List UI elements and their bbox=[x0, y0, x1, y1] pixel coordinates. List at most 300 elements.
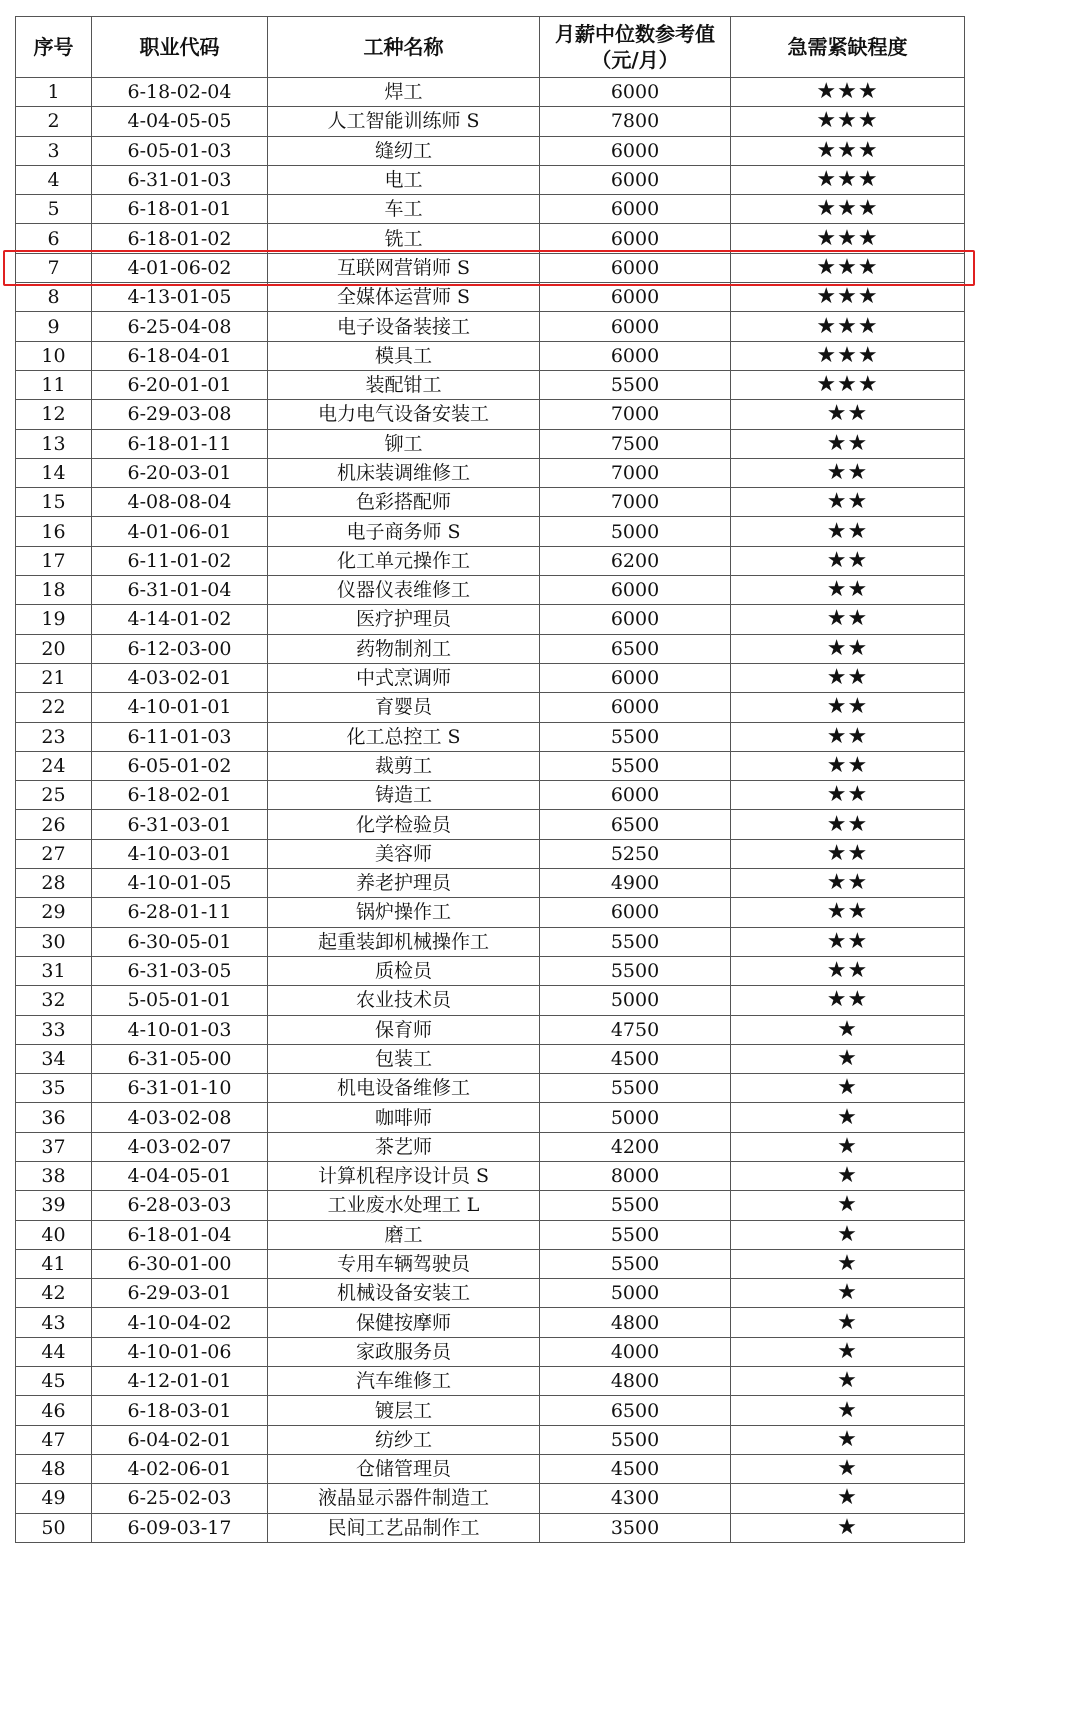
cell-urgency-stars: ★ bbox=[731, 1132, 965, 1161]
table-row bbox=[16, 722, 965, 751]
cell-salary: 6000 bbox=[540, 781, 731, 810]
cell-job-name: 裁剪工 bbox=[268, 751, 540, 780]
table-row bbox=[16, 107, 965, 136]
cell-salary: 7500 bbox=[540, 429, 731, 458]
cell-job-name: 中式烹调师 bbox=[268, 663, 540, 692]
cell-salary: 6000 bbox=[540, 195, 731, 224]
cell-no: 41 bbox=[16, 1249, 92, 1278]
cell-no: 48 bbox=[16, 1454, 92, 1483]
cell-salary: 5500 bbox=[540, 1074, 731, 1103]
cell-salary: 6000 bbox=[540, 663, 731, 692]
cell-salary: 5000 bbox=[540, 1103, 731, 1132]
cell-code: 6-20-03-01 bbox=[92, 458, 268, 487]
cell-job-name: 镀层工 bbox=[268, 1396, 540, 1425]
cell-job-name: 化学检验员 bbox=[268, 810, 540, 839]
cell-urgency-stars: ★★★ bbox=[731, 78, 965, 107]
cell-no: 12 bbox=[16, 400, 92, 429]
cell-salary: 4800 bbox=[540, 1367, 731, 1396]
cell-salary: 6000 bbox=[540, 136, 731, 165]
cell-urgency-stars: ★ bbox=[731, 1015, 965, 1044]
table-row bbox=[16, 927, 965, 956]
cell-no: 29 bbox=[16, 898, 92, 927]
table-row bbox=[16, 1279, 965, 1308]
cell-salary: 6000 bbox=[540, 693, 731, 722]
cell-salary: 5500 bbox=[540, 1191, 731, 1220]
cell-no: 30 bbox=[16, 927, 92, 956]
cell-salary: 7800 bbox=[540, 107, 731, 136]
cell-urgency-stars: ★★★ bbox=[731, 195, 965, 224]
cell-code: 4-03-02-08 bbox=[92, 1103, 268, 1132]
table-row bbox=[16, 1161, 965, 1190]
cell-salary: 6000 bbox=[540, 78, 731, 107]
table-row bbox=[16, 1074, 965, 1103]
cell-urgency-stars: ★★★ bbox=[731, 341, 965, 370]
cell-job-name: 仓储管理员 bbox=[268, 1454, 540, 1483]
table-row bbox=[16, 283, 965, 312]
cell-no: 17 bbox=[16, 546, 92, 575]
table-row bbox=[16, 839, 965, 868]
cell-salary: 6000 bbox=[540, 224, 731, 253]
cell-job-name: 包装工 bbox=[268, 1044, 540, 1073]
table-row bbox=[16, 165, 965, 194]
table-row bbox=[16, 1132, 965, 1161]
cell-urgency-stars: ★ bbox=[731, 1191, 965, 1220]
cell-code: 4-03-02-01 bbox=[92, 663, 268, 692]
cell-code: 6-31-01-03 bbox=[92, 165, 268, 194]
cell-job-name: 铸造工 bbox=[268, 781, 540, 810]
cell-urgency-stars: ★ bbox=[731, 1161, 965, 1190]
cell-salary: 6200 bbox=[540, 546, 731, 575]
cell-job-name: 人工智能训练师 S bbox=[268, 107, 540, 136]
header-salary-label: 月薪中位数参考值（元/月） bbox=[555, 22, 715, 72]
cell-job-name: 化工总控工 S bbox=[268, 722, 540, 751]
cell-urgency-stars: ★★★ bbox=[731, 224, 965, 253]
table-row bbox=[16, 341, 965, 370]
cell-salary: 6000 bbox=[540, 253, 731, 282]
table-row bbox=[16, 224, 965, 253]
cell-job-name: 模具工 bbox=[268, 341, 540, 370]
table-row bbox=[16, 986, 965, 1015]
cell-no: 28 bbox=[16, 869, 92, 898]
cell-no: 27 bbox=[16, 839, 92, 868]
cell-no: 14 bbox=[16, 458, 92, 487]
cell-job-name: 养老护理员 bbox=[268, 869, 540, 898]
cell-job-name: 磨工 bbox=[268, 1220, 540, 1249]
cell-job-name: 工业废水处理工 L bbox=[268, 1191, 540, 1220]
cell-code: 6-28-01-11 bbox=[92, 898, 268, 927]
cell-salary: 4900 bbox=[540, 869, 731, 898]
cell-salary: 6000 bbox=[540, 341, 731, 370]
cell-urgency-stars: ★★ bbox=[731, 810, 965, 839]
cell-job-name: 民间工艺品制作工 bbox=[268, 1513, 540, 1542]
cell-code: 4-10-04-02 bbox=[92, 1308, 268, 1337]
cell-code: 4-04-05-05 bbox=[92, 107, 268, 136]
cell-code: 6-05-01-03 bbox=[92, 136, 268, 165]
cell-code: 4-08-08-04 bbox=[92, 488, 268, 517]
cell-no: 11 bbox=[16, 370, 92, 399]
table-row bbox=[16, 1191, 965, 1220]
cell-urgency-stars: ★★ bbox=[731, 400, 965, 429]
cell-no: 46 bbox=[16, 1396, 92, 1425]
cell-code: 6-18-01-11 bbox=[92, 429, 268, 458]
cell-no: 35 bbox=[16, 1074, 92, 1103]
cell-code: 6-12-03-00 bbox=[92, 634, 268, 663]
cell-code: 4-10-03-01 bbox=[92, 839, 268, 868]
cell-no: 21 bbox=[16, 663, 92, 692]
cell-salary: 5500 bbox=[540, 370, 731, 399]
cell-job-name: 互联网营销师 S bbox=[268, 253, 540, 282]
table-row bbox=[16, 693, 965, 722]
cell-job-name: 化工单元操作工 bbox=[268, 546, 540, 575]
cell-code: 4-10-01-01 bbox=[92, 693, 268, 722]
cell-urgency-stars: ★ bbox=[731, 1425, 965, 1454]
cell-urgency-stars: ★ bbox=[731, 1044, 965, 1073]
table-row bbox=[16, 1367, 965, 1396]
cell-code: 6-18-01-04 bbox=[92, 1220, 268, 1249]
job-shortage-table bbox=[15, 16, 965, 1543]
cell-job-name: 计算机程序设计员 S bbox=[268, 1161, 540, 1190]
table-row bbox=[16, 1484, 965, 1513]
cell-job-name: 医疗护理员 bbox=[268, 605, 540, 634]
cell-job-name: 汽车维修工 bbox=[268, 1367, 540, 1396]
cell-job-name: 液晶显示器件制造工 bbox=[268, 1484, 540, 1513]
cell-salary: 6500 bbox=[540, 1396, 731, 1425]
table-row bbox=[16, 1220, 965, 1249]
table-body bbox=[16, 78, 965, 1543]
cell-no: 26 bbox=[16, 810, 92, 839]
cell-no: 37 bbox=[16, 1132, 92, 1161]
cell-no: 32 bbox=[16, 986, 92, 1015]
cell-salary: 6000 bbox=[540, 898, 731, 927]
cell-no: 13 bbox=[16, 429, 92, 458]
cell-urgency-stars: ★★ bbox=[731, 458, 965, 487]
cell-no: 16 bbox=[16, 517, 92, 546]
cell-no: 38 bbox=[16, 1161, 92, 1190]
cell-code: 6-25-02-03 bbox=[92, 1484, 268, 1513]
cell-code: 5-05-01-01 bbox=[92, 986, 268, 1015]
cell-job-name: 育婴员 bbox=[268, 693, 540, 722]
cell-code: 6-18-03-01 bbox=[92, 1396, 268, 1425]
cell-job-name: 美容师 bbox=[268, 839, 540, 868]
cell-salary: 5500 bbox=[540, 722, 731, 751]
cell-code: 6-18-01-02 bbox=[92, 224, 268, 253]
cell-salary: 4500 bbox=[540, 1044, 731, 1073]
cell-no: 25 bbox=[16, 781, 92, 810]
table-row bbox=[16, 429, 965, 458]
cell-job-name: 全媒体运营师 S bbox=[268, 283, 540, 312]
cell-no: 39 bbox=[16, 1191, 92, 1220]
header-urgency: 急需紧缺程度 bbox=[731, 17, 965, 78]
cell-no: 44 bbox=[16, 1337, 92, 1366]
cell-job-name: 铆工 bbox=[268, 429, 540, 458]
table-row bbox=[16, 576, 965, 605]
cell-urgency-stars: ★★ bbox=[731, 986, 965, 1015]
cell-job-name: 电子设备装接工 bbox=[268, 312, 540, 341]
cell-urgency-stars: ★ bbox=[731, 1074, 965, 1103]
cell-job-name: 缝纫工 bbox=[268, 136, 540, 165]
cell-no: 40 bbox=[16, 1220, 92, 1249]
cell-code: 6-18-04-01 bbox=[92, 341, 268, 370]
cell-urgency-stars: ★★★ bbox=[731, 136, 965, 165]
cell-urgency-stars: ★ bbox=[731, 1220, 965, 1249]
cell-salary: 4300 bbox=[540, 1484, 731, 1513]
table-row bbox=[16, 898, 965, 927]
cell-code: 6-30-05-01 bbox=[92, 927, 268, 956]
cell-job-name: 起重装卸机械操作工 bbox=[268, 927, 540, 956]
cell-code: 6-09-03-17 bbox=[92, 1513, 268, 1542]
cell-code: 4-02-06-01 bbox=[92, 1454, 268, 1483]
cell-no: 19 bbox=[16, 605, 92, 634]
cell-no: 20 bbox=[16, 634, 92, 663]
cell-salary: 5000 bbox=[540, 1279, 731, 1308]
cell-salary: 7000 bbox=[540, 458, 731, 487]
cell-code: 6-31-01-10 bbox=[92, 1074, 268, 1103]
header-name: 工种名称 bbox=[268, 17, 540, 78]
table-row bbox=[16, 1513, 965, 1542]
cell-urgency-stars: ★★ bbox=[731, 869, 965, 898]
cell-code: 4-01-06-02 bbox=[92, 253, 268, 282]
cell-no: 23 bbox=[16, 722, 92, 751]
cell-no: 7 bbox=[16, 253, 92, 282]
cell-salary: 4000 bbox=[540, 1337, 731, 1366]
cell-salary: 8000 bbox=[540, 1161, 731, 1190]
cell-code: 6-29-03-08 bbox=[92, 400, 268, 429]
cell-urgency-stars: ★★ bbox=[731, 429, 965, 458]
cell-code: 6-11-01-02 bbox=[92, 546, 268, 575]
cell-urgency-stars: ★★ bbox=[731, 576, 965, 605]
cell-salary: 6500 bbox=[540, 810, 731, 839]
cell-no: 24 bbox=[16, 751, 92, 780]
table-row bbox=[16, 781, 965, 810]
table-row bbox=[16, 136, 965, 165]
document-page bbox=[15, 16, 965, 1543]
cell-no: 10 bbox=[16, 341, 92, 370]
cell-salary: 4750 bbox=[540, 1015, 731, 1044]
cell-job-name: 质检员 bbox=[268, 956, 540, 985]
cell-job-name: 铣工 bbox=[268, 224, 540, 253]
cell-urgency-stars: ★ bbox=[731, 1279, 965, 1308]
cell-no: 4 bbox=[16, 165, 92, 194]
cell-salary: 5250 bbox=[540, 839, 731, 868]
cell-no: 9 bbox=[16, 312, 92, 341]
cell-no: 6 bbox=[16, 224, 92, 253]
cell-job-name: 保育师 bbox=[268, 1015, 540, 1044]
cell-code: 4-10-01-06 bbox=[92, 1337, 268, 1366]
cell-code: 6-31-05-00 bbox=[92, 1044, 268, 1073]
header-salary bbox=[540, 17, 731, 78]
cell-salary: 6000 bbox=[540, 605, 731, 634]
table-row bbox=[16, 458, 965, 487]
cell-urgency-stars: ★★ bbox=[731, 722, 965, 751]
table-row bbox=[16, 370, 965, 399]
cell-job-name: 装配钳工 bbox=[268, 370, 540, 399]
cell-code: 4-10-01-05 bbox=[92, 869, 268, 898]
table-row bbox=[16, 78, 965, 107]
table-row bbox=[16, 1337, 965, 1366]
cell-urgency-stars: ★ bbox=[731, 1337, 965, 1366]
cell-urgency-stars: ★★ bbox=[731, 546, 965, 575]
cell-urgency-stars: ★ bbox=[731, 1103, 965, 1132]
cell-urgency-stars: ★★ bbox=[731, 488, 965, 517]
cell-code: 4-04-05-01 bbox=[92, 1161, 268, 1190]
cell-no: 1 bbox=[16, 78, 92, 107]
cell-code: 4-14-01-02 bbox=[92, 605, 268, 634]
cell-salary: 5500 bbox=[540, 751, 731, 780]
cell-no: 34 bbox=[16, 1044, 92, 1073]
cell-urgency-stars: ★ bbox=[731, 1454, 965, 1483]
cell-code: 6-04-02-01 bbox=[92, 1425, 268, 1454]
cell-job-name: 茶艺师 bbox=[268, 1132, 540, 1161]
table-row bbox=[16, 400, 965, 429]
cell-no: 36 bbox=[16, 1103, 92, 1132]
cell-salary: 4500 bbox=[540, 1454, 731, 1483]
table-row bbox=[16, 1015, 965, 1044]
table-row bbox=[16, 956, 965, 985]
cell-salary: 6000 bbox=[540, 576, 731, 605]
header-code: 职业代码 bbox=[92, 17, 268, 78]
cell-code: 6-11-01-03 bbox=[92, 722, 268, 751]
cell-code: 6-20-01-01 bbox=[92, 370, 268, 399]
cell-salary: 3500 bbox=[540, 1513, 731, 1542]
table-row bbox=[16, 517, 965, 546]
cell-urgency-stars: ★★★ bbox=[731, 165, 965, 194]
cell-job-name: 仪器仪表维修工 bbox=[268, 576, 540, 605]
cell-code: 6-25-04-08 bbox=[92, 312, 268, 341]
cell-no: 2 bbox=[16, 107, 92, 136]
cell-job-name: 机械设备安装工 bbox=[268, 1279, 540, 1308]
cell-no: 50 bbox=[16, 1513, 92, 1542]
cell-urgency-stars: ★★ bbox=[731, 517, 965, 546]
cell-job-name: 电力电气设备安装工 bbox=[268, 400, 540, 429]
cell-urgency-stars: ★ bbox=[731, 1308, 965, 1337]
cell-no: 5 bbox=[16, 195, 92, 224]
cell-code: 6-05-01-02 bbox=[92, 751, 268, 780]
cell-job-name: 车工 bbox=[268, 195, 540, 224]
cell-urgency-stars: ★★★ bbox=[731, 107, 965, 136]
table-row bbox=[16, 253, 965, 282]
cell-urgency-stars: ★ bbox=[731, 1367, 965, 1396]
cell-salary: 6000 bbox=[540, 283, 731, 312]
cell-salary: 5500 bbox=[540, 1220, 731, 1249]
table-header-row bbox=[16, 17, 965, 78]
cell-code: 6-18-01-01 bbox=[92, 195, 268, 224]
cell-urgency-stars: ★★ bbox=[731, 927, 965, 956]
cell-salary: 4800 bbox=[540, 1308, 731, 1337]
cell-code: 6-28-03-03 bbox=[92, 1191, 268, 1220]
cell-salary: 5000 bbox=[540, 517, 731, 546]
cell-urgency-stars: ★★ bbox=[731, 634, 965, 663]
cell-urgency-stars: ★ bbox=[731, 1396, 965, 1425]
cell-job-name: 专用车辆驾驶员 bbox=[268, 1249, 540, 1278]
cell-urgency-stars: ★★ bbox=[731, 781, 965, 810]
cell-no: 45 bbox=[16, 1367, 92, 1396]
cell-job-name: 机床装调维修工 bbox=[268, 458, 540, 487]
cell-job-name: 农业技术员 bbox=[268, 986, 540, 1015]
cell-job-name: 咖啡师 bbox=[268, 1103, 540, 1132]
table-row bbox=[16, 1396, 965, 1425]
cell-code: 4-12-01-01 bbox=[92, 1367, 268, 1396]
cell-no: 8 bbox=[16, 283, 92, 312]
cell-no: 47 bbox=[16, 1425, 92, 1454]
table-row bbox=[16, 810, 965, 839]
table-row bbox=[16, 195, 965, 224]
table-row bbox=[16, 312, 965, 341]
cell-no: 49 bbox=[16, 1484, 92, 1513]
cell-salary: 6000 bbox=[540, 312, 731, 341]
cell-urgency-stars: ★★ bbox=[731, 751, 965, 780]
cell-salary: 5500 bbox=[540, 1425, 731, 1454]
cell-job-name: 家政服务员 bbox=[268, 1337, 540, 1366]
cell-salary: 7000 bbox=[540, 400, 731, 429]
table-row bbox=[16, 1103, 965, 1132]
table-row bbox=[16, 634, 965, 663]
cell-urgency-stars: ★★★ bbox=[731, 253, 965, 282]
cell-urgency-stars: ★ bbox=[731, 1249, 965, 1278]
cell-code: 6-31-03-01 bbox=[92, 810, 268, 839]
cell-salary: 4200 bbox=[540, 1132, 731, 1161]
cell-no: 15 bbox=[16, 488, 92, 517]
cell-urgency-stars: ★★ bbox=[731, 693, 965, 722]
cell-code: 4-03-02-07 bbox=[92, 1132, 268, 1161]
cell-job-name: 色彩搭配师 bbox=[268, 488, 540, 517]
cell-urgency-stars: ★★ bbox=[731, 839, 965, 868]
cell-code: 6-30-01-00 bbox=[92, 1249, 268, 1278]
cell-code: 6-31-01-04 bbox=[92, 576, 268, 605]
cell-code: 6-18-02-04 bbox=[92, 78, 268, 107]
cell-job-name: 保健按摩师 bbox=[268, 1308, 540, 1337]
cell-job-name: 纺纱工 bbox=[268, 1425, 540, 1454]
cell-urgency-stars: ★★ bbox=[731, 663, 965, 692]
cell-code: 4-01-06-01 bbox=[92, 517, 268, 546]
cell-urgency-stars: ★★★ bbox=[731, 283, 965, 312]
cell-salary: 7000 bbox=[540, 488, 731, 517]
table-row bbox=[16, 605, 965, 634]
table-row bbox=[16, 1044, 965, 1073]
cell-code: 6-29-03-01 bbox=[92, 1279, 268, 1308]
cell-job-name: 电子商务师 S bbox=[268, 517, 540, 546]
table-row bbox=[16, 1454, 965, 1483]
cell-no: 3 bbox=[16, 136, 92, 165]
cell-job-name: 锅炉操作工 bbox=[268, 898, 540, 927]
cell-urgency-stars: ★ bbox=[731, 1484, 965, 1513]
cell-salary: 5500 bbox=[540, 927, 731, 956]
table-row bbox=[16, 751, 965, 780]
cell-job-name: 电工 bbox=[268, 165, 540, 194]
cell-code: 6-31-03-05 bbox=[92, 956, 268, 985]
table-row bbox=[16, 488, 965, 517]
cell-no: 22 bbox=[16, 693, 92, 722]
cell-salary: 5500 bbox=[540, 1249, 731, 1278]
cell-job-name: 焊工 bbox=[268, 78, 540, 107]
cell-no: 31 bbox=[16, 956, 92, 985]
cell-salary: 5500 bbox=[540, 956, 731, 985]
table-row bbox=[16, 869, 965, 898]
table-row bbox=[16, 1249, 965, 1278]
cell-no: 43 bbox=[16, 1308, 92, 1337]
cell-urgency-stars: ★ bbox=[731, 1513, 965, 1542]
cell-urgency-stars: ★★ bbox=[731, 605, 965, 634]
cell-job-name: 机电设备维修工 bbox=[268, 1074, 540, 1103]
cell-no: 33 bbox=[16, 1015, 92, 1044]
cell-no: 42 bbox=[16, 1279, 92, 1308]
cell-urgency-stars: ★★★ bbox=[731, 370, 965, 399]
cell-urgency-stars: ★★ bbox=[731, 956, 965, 985]
table-row bbox=[16, 546, 965, 575]
cell-code: 4-13-01-05 bbox=[92, 283, 268, 312]
table-row bbox=[16, 663, 965, 692]
cell-salary: 6500 bbox=[540, 634, 731, 663]
cell-urgency-stars: ★★ bbox=[731, 898, 965, 927]
